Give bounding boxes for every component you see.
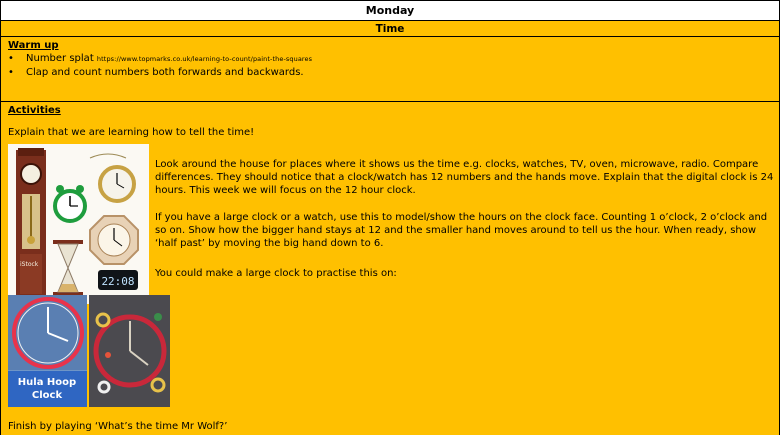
warmup-section (8, 39, 768, 80)
activities-paragraph-1: Look around the house for places where it shows us the time e.g. clocks, watches, TV, oven, microwave, radio. Compare differences. They should notice that a clock/watch has 12 numbers and the hands move. Explain that the digital clock is 24 hours. This week we will focus on the 12 hour clock. (155, 159, 774, 196)
activities-paragraph-3: You could make a large clock to practise this on: (155, 268, 397, 279)
list-item (8, 52, 768, 66)
hula-hoop-illustration (8, 295, 170, 407)
hoop-caption-line2: Clock (31, 390, 63, 401)
lesson-table (0, 21, 780, 435)
list-item (8, 66, 768, 80)
image-watermark: iStock (20, 261, 39, 268)
warmup-item-text: Number splat (26, 53, 94, 64)
day-title: Monday (0, 0, 780, 21)
section-divider (1, 101, 779, 102)
bullet-icon: • (8, 53, 14, 64)
warmup-link[interactable]: https://www.topmarks.co.uk/learning-to-count/paint-the-squares (96, 55, 313, 63)
hoop-caption-line1: Hula Hoop (17, 377, 77, 388)
warmup-list (8, 52, 768, 80)
activities-section (8, 104, 773, 139)
clocks-image (8, 144, 149, 304)
warmup-heading: Warm up (8, 40, 59, 51)
activities-heading: Activities (8, 105, 61, 116)
activities-intro: Explain that we are learning how to tell the time! (8, 127, 255, 138)
digital-clock-text: 22:08 (101, 275, 135, 288)
bullet-icon: • (8, 67, 14, 78)
clocks-illustration (8, 144, 149, 304)
activities-paragraph-2: If you have a large clock or a watch, use this to model/show the hours on the clock face. Counting 1 o’clock, 2 o’clock and so on. Show how the bigger hand stays at 12 and the smaller hand moves around to tell us the hour. When ready, show ‘half past’ by moving the big hand down to 6. (155, 212, 768, 249)
subject-title: Time (1, 21, 779, 37)
hula-hoop-image (8, 295, 170, 407)
activities-finish: Finish by playing ‘What’s the time Mr Wolf?’ (8, 421, 228, 432)
warmup-item-text: Clap and count numbers both forwards and backwards. (26, 67, 304, 78)
